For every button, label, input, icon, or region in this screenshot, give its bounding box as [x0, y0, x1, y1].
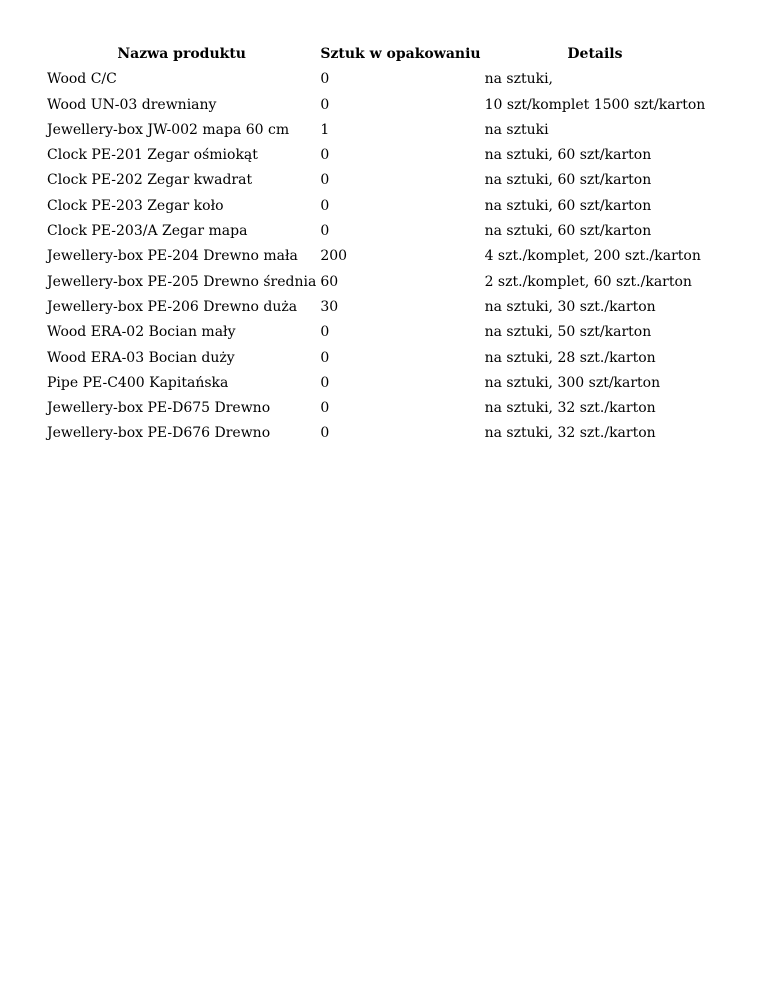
quantity-cell: 0	[320, 425, 330, 442]
header-product-name: Nazwa produktu	[117, 46, 246, 62]
table-row	[46, 93, 706, 118]
details-cell: na sztuki, 60 szt/karton	[484, 147, 652, 164]
product-name-cell: Wood ERA-03 Bocian duży	[47, 349, 235, 366]
details-cell: na sztuki, 300 szt/karton	[484, 374, 661, 391]
details-cell: na sztuki, 32 szt./karton	[484, 425, 656, 442]
product-name-cell: Clock PE-202 Zegar kwadrat	[47, 172, 253, 189]
quantity-cell: 0	[320, 349, 330, 366]
table-row	[46, 295, 706, 320]
quantity-cell: 1	[320, 121, 330, 138]
product-name-cell: Jewellery-box PE-206 Drewno duża	[47, 298, 298, 315]
table-row	[46, 194, 706, 219]
quantity-cell: 0	[320, 71, 330, 88]
details-cell: na sztuki, 32 szt./karton	[484, 400, 656, 417]
product-name-cell: Pipe PE-C400 Kapitańska	[47, 374, 229, 391]
header-quantity-per-package: Sztuk w opakowaniu	[320, 46, 481, 62]
details-cell: 2 szt./komplet, 60 szt./karton	[484, 273, 692, 290]
table-row	[46, 168, 706, 193]
details-cell: 10 szt/komplet 1500 szt/karton	[484, 96, 706, 113]
product-name-cell: Jewellery-box PE-204 Drewno mała	[47, 248, 298, 265]
details-cell: 4 szt./komplet, 200 szt./karton	[484, 248, 701, 265]
header-details: Details	[567, 46, 623, 62]
details-cell: na sztuki, 50 szt/karton	[484, 324, 652, 341]
table-row	[46, 244, 706, 269]
quantity-cell: 0	[320, 374, 330, 391]
table-row	[46, 346, 706, 371]
table-row	[46, 371, 706, 396]
details-cell: na sztuki,	[484, 71, 554, 88]
product-name-cell: Jewellery-box PE-D675 Drewno	[47, 400, 271, 417]
header-row	[46, 42, 706, 67]
quantity-cell: 0	[320, 400, 330, 417]
product-name-cell: Jewellery-box PE-D676 Drewno	[47, 425, 271, 442]
table-body	[46, 67, 706, 446]
product-name-cell: Wood ERA-02 Bocian mały	[47, 324, 236, 341]
details-cell: na sztuki, 60 szt/karton	[484, 197, 652, 214]
details-cell: na sztuki, 30 szt./karton	[484, 298, 656, 315]
quantity-cell: 60	[320, 273, 339, 290]
table-row	[46, 396, 706, 421]
product-name-cell: Clock PE-203 Zegar koło	[47, 197, 224, 214]
table-row	[46, 219, 706, 244]
quantity-cell: 0	[320, 147, 330, 164]
quantity-cell: 0	[320, 172, 330, 189]
quantity-cell: 30	[320, 298, 339, 315]
details-cell: na sztuki, 60 szt/karton	[484, 223, 652, 240]
table-row	[46, 67, 706, 92]
quantity-cell: 0	[320, 96, 330, 113]
table-row	[46, 421, 706, 446]
details-cell: na sztuki, 28 szt./karton	[484, 349, 656, 366]
table-header	[46, 42, 706, 67]
product-name-cell: Wood UN-03 drewniany	[47, 96, 217, 113]
quantity-cell: 0	[320, 197, 330, 214]
table-row	[46, 118, 706, 143]
table-row	[46, 270, 706, 295]
product-name-cell: Clock PE-201 Zegar ośmiokąt	[47, 147, 258, 164]
table-row	[46, 320, 706, 345]
quantity-cell: 0	[320, 223, 330, 240]
details-cell: na sztuki, 60 szt/karton	[484, 172, 652, 189]
quantity-cell: 200	[320, 248, 348, 265]
product-name-cell: Jewellery-box PE-205 Drewno średnia	[47, 273, 317, 290]
products-table	[44, 42, 708, 447]
product-name-cell: Jewellery-box JW-002 mapa 60 cm	[47, 121, 290, 138]
product-name-cell: Clock PE-203/A Zegar mapa	[47, 223, 248, 240]
product-name-cell: Wood C/C	[47, 71, 117, 88]
details-cell: na sztuki	[484, 121, 549, 138]
table-row	[46, 143, 706, 168]
quantity-cell: 0	[320, 324, 330, 341]
